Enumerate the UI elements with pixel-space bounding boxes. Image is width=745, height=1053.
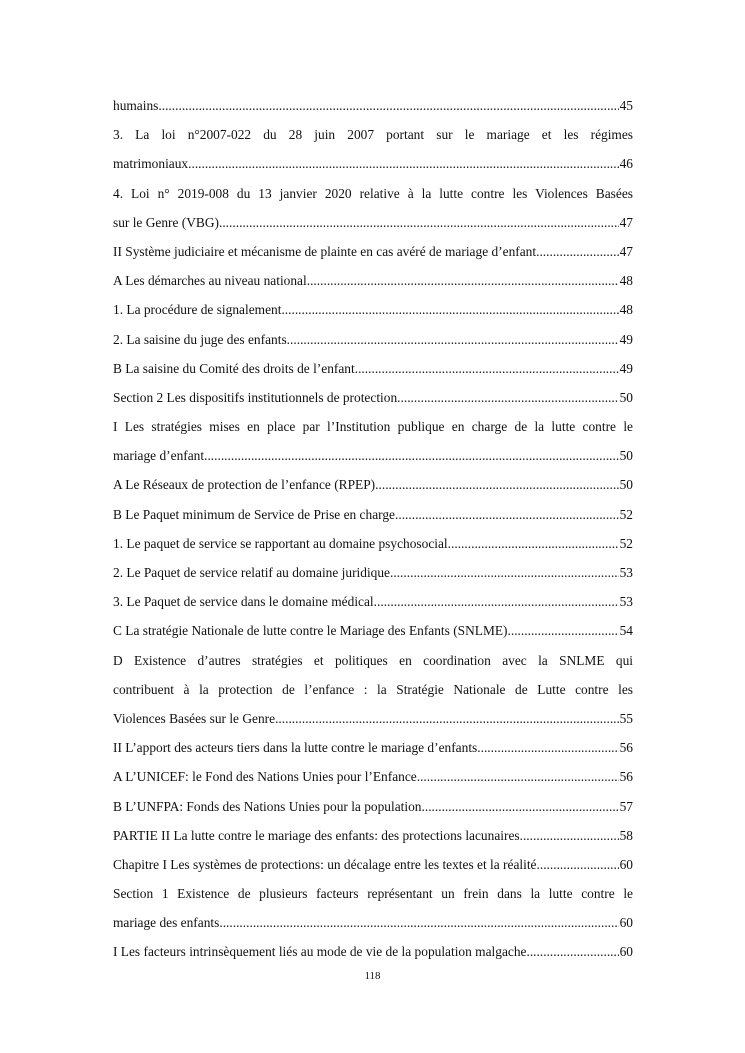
toc-entry-title: D Existence d’autres stratégies et politiques en coordination avec la SNLME qui	[113, 652, 633, 668]
toc-entry-title: sur le Genre (VBG)	[113, 214, 219, 230]
dot-leader	[537, 850, 619, 879]
toc-entry-title: mariage des enfants	[113, 915, 220, 931]
toc-line[interactable]	[113, 295, 633, 324]
toc-page-number: 50	[619, 389, 633, 405]
toc-page-number: 60	[619, 856, 633, 872]
toc-entry-title: 4. Loi n° 2019-008 du 13 janvier 2020 relative à la lutte contre les Violences Basées	[113, 185, 633, 201]
toc-line[interactable]	[113, 908, 633, 937]
toc-page-number: 54	[619, 623, 633, 639]
toc-line[interactable]	[113, 733, 633, 762]
toc-entry-title: B La saisine du Comité des droits de l’enfant	[113, 360, 355, 376]
toc-page-number: 60	[619, 915, 633, 931]
toc-page-number: 55	[619, 710, 633, 726]
toc-entry-title: II Système judiciaire et mécanisme de plainte en cas avéré de mariage d’enfant	[113, 243, 537, 259]
toc-line[interactable]	[113, 470, 633, 499]
dot-leader	[395, 500, 619, 529]
dot-leader	[355, 354, 619, 383]
dot-leader	[374, 587, 619, 616]
toc-page-number: 53	[619, 594, 633, 610]
toc-page-number: 53	[619, 565, 633, 580]
toc-entry-title: A L’UNICEF: le Fond des Nations Unies pour l’Enfance	[113, 769, 417, 785]
dot-leader	[520, 821, 619, 850]
dot-leader	[375, 470, 618, 499]
toc-page-number: 52	[619, 506, 633, 522]
toc-page-number: 60	[619, 944, 633, 960]
toc-line[interactable]	[113, 325, 633, 354]
toc-entry-title: I Les facteurs intrinsèquement liés au mode de vie de la population malgache	[113, 944, 527, 960]
toc-line[interactable]	[113, 529, 633, 558]
toc-entry-title: 1. Le paquet de service se rapportant au domaine psychosocial	[113, 535, 448, 551]
toc-line[interactable]	[113, 208, 633, 237]
toc-line[interactable]	[113, 704, 633, 733]
toc-entry-title: I Les stratégies mises en place par l’Institution publique en charge de la lutte contre le	[113, 419, 633, 435]
toc-line[interactable]	[113, 412, 633, 441]
toc-page-number: 48	[619, 273, 633, 289]
toc-entry-title: B Le Paquet minimum de Service de Prise en charge	[113, 506, 395, 522]
toc-entry-title: B L’UNFPA: Fonds des Nations Unies pour la population	[113, 798, 422, 814]
dot-leader	[536, 237, 619, 266]
toc-page-number: 50	[619, 477, 633, 493]
toc-entry-title: 3. La loi n°2007-022 du 28 juin 2007 portant sur le mariage et les régimes	[113, 127, 633, 143]
toc-entry-title: C La stratégie Nationale de lutte contre le Mariage des Enfants (SNLME)	[113, 623, 508, 639]
dot-leader	[219, 208, 619, 237]
toc-page-number: 58	[619, 827, 633, 843]
toc-line[interactable]	[113, 587, 633, 616]
toc-entry-title: A Le Réseaux de protection de l’enfance (RPEP)	[113, 477, 376, 493]
toc-line[interactable]	[113, 558, 633, 587]
toc-line[interactable]	[113, 179, 633, 208]
toc-line[interactable]	[113, 500, 633, 529]
toc-line[interactable]	[113, 879, 633, 908]
dot-leader	[477, 733, 618, 762]
toc-page-number: 52	[619, 535, 633, 551]
toc-entry-title: 2. La saisine du juge des enfants	[113, 331, 287, 347]
dot-leader	[188, 149, 618, 178]
toc-entry-title: 3. Le Paquet de service dans le domaine médical	[113, 594, 374, 610]
toc-page-number: 49	[619, 360, 633, 376]
toc-line[interactable]	[113, 675, 633, 704]
dot-leader	[275, 704, 619, 733]
toc-line[interactable]	[113, 821, 633, 850]
dot-leader	[422, 792, 619, 821]
dot-leader	[417, 762, 619, 791]
toc-page-number: 49	[619, 331, 633, 347]
toc-entry-title: matrimoniaux	[113, 156, 189, 172]
toc-entry-title: PARTIE II La lutte contre le mariage des enfants: des protections lacunaires	[113, 827, 520, 843]
toc-line[interactable]	[113, 120, 633, 149]
toc-line[interactable]	[113, 646, 633, 675]
toc-line[interactable]	[113, 237, 633, 266]
toc-entry-title: Violences Basées sur le Genre	[113, 710, 276, 726]
toc-line[interactable]	[113, 616, 633, 645]
dot-leader	[281, 295, 618, 324]
dot-leader	[158, 91, 618, 120]
toc-line[interactable]	[113, 354, 633, 383]
toc-page-number: 50	[619, 448, 633, 464]
toc-page-number: 48	[619, 302, 633, 318]
toc-page-number: 56	[619, 740, 633, 756]
toc-page-number: 47	[619, 214, 633, 230]
dot-leader	[508, 616, 619, 645]
toc-line[interactable]	[113, 441, 633, 470]
toc-entry-title: contribuent à la protection de l’enfance : la Stratégie Nationale de Lutte contre les	[113, 681, 633, 697]
toc-entry-title: mariage d’enfant	[113, 448, 205, 464]
toc-line[interactable]	[113, 91, 633, 120]
toc-line[interactable]	[113, 762, 633, 791]
toc-entry-title: humains	[113, 98, 159, 113]
toc-line[interactable]	[113, 792, 633, 821]
toc-page-number: 57	[619, 798, 633, 814]
dot-leader	[448, 529, 619, 558]
dot-leader	[526, 937, 618, 966]
toc-line[interactable]	[113, 266, 633, 295]
dot-leader	[390, 558, 619, 587]
dot-leader	[307, 266, 619, 295]
toc-line[interactable]	[113, 937, 633, 966]
toc-entry-title: II L’apport des acteurs tiers dans la lutte contre le mariage d’enfants	[113, 740, 478, 756]
toc-entry-title: 2. Le Paquet de service relatif au domaine juridique	[113, 565, 391, 580]
toc-entry-title: A Les démarches au niveau national	[113, 273, 307, 289]
toc-line[interactable]	[113, 149, 633, 178]
toc-page-number: 45	[619, 98, 633, 113]
dot-leader	[219, 908, 618, 937]
toc-line[interactable]	[113, 850, 633, 879]
toc-entry-title: Section 1 Existence de plusieurs facteurs représentant un frein dans la lutte contre le	[113, 886, 633, 902]
dot-leader	[287, 325, 619, 354]
dot-leader	[397, 383, 618, 412]
toc-entry-title: Section 2 Les dispositifs institutionnels de protection	[113, 389, 398, 405]
toc-line[interactable]	[113, 383, 633, 412]
table-of-contents	[113, 91, 633, 967]
page-number: 118	[364, 970, 381, 982]
toc-page-number: 47	[619, 243, 633, 259]
toc-page-number: 56	[619, 769, 633, 785]
toc-entry-title: Chapitre I Les systèmes de protections: un décalage entre les textes et la réalité	[113, 856, 537, 872]
toc-entry-title: 1. La procédure de signalement	[113, 302, 282, 318]
dot-leader	[204, 441, 619, 470]
toc-page-number: 46	[619, 156, 633, 172]
